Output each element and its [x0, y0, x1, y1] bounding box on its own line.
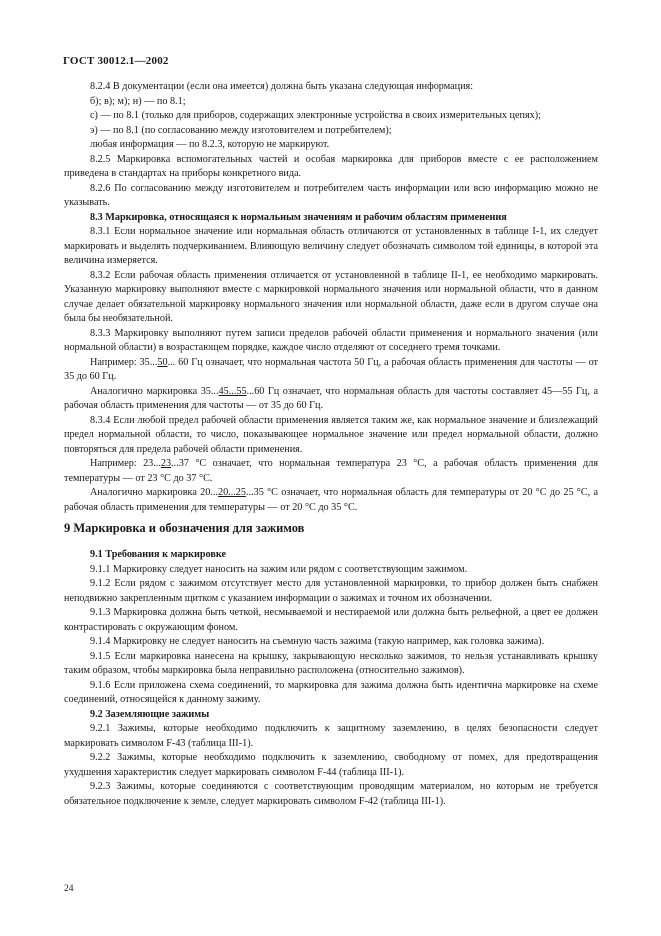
paragraph-9-2-3: 9.2.3 Зажимы, которые соединяются с соответствующим проводящим материалом, но которым не требуется обязательное подключение к земле, следует маркировать символом F-42 (таблица III-1).	[64, 781, 598, 807]
paragraph-8-3-3: 8.3.3 Маркировку выполняют путем записи пределов рабочей области применения и нормального значения (или нормальной области) в возрастающем порядке, каждое число отделяют от соседнего тремя точками.	[64, 327, 598, 353]
example-frequency-1: Например: 35...50... 60 Гц означает, что нормальная частота 50 Гц, а рабочая область применения для частоты — от 35 до 60 Гц.	[64, 356, 598, 382]
paragraph-9-1-2: 9.1.2 Если рядом с зажимом отсутствует место для установленной маркировки, то прибор должен быть снабжен неподвижно закрепленным щитком с указанием информации о зажимах и точном их обозначении.	[64, 578, 598, 604]
subsection-heading-9-1: 9.1 Требования к маркировке	[90, 549, 226, 560]
example-frequency-2: Аналогично маркировка 35...45...55...60 Гц означает, что нормальная область для частоты составляет 45—55 Гц, а рабочая область применения для частоты — от 35 до 60 Гц.	[64, 385, 598, 411]
paragraph-9-1-4: 9.1.4 Маркировку не следует наносить на съемную часть зажима (такую например, как головка зажима).	[90, 636, 545, 647]
document-header: ГОСТ 30012.1—2002	[63, 55, 169, 67]
example-temperature-2: Аналогично маркировка 20...20...25...35 °С означает, что нормальная область для температуры от 20 °С до 25 °С, а рабочая область применения для температуры — от 20 °С до 35 °С.	[64, 487, 599, 513]
upper-text-block	[64, 80, 598, 515]
list-item-e: э) — по 8.1 (по согласованию между изготовителем и потребителем);	[90, 124, 392, 136]
section-heading-9: 9 Маркировка и обозначения для зажимов	[64, 521, 305, 535]
list-item-s: с) — по 8.1 (только для приборов, содержащих электронные устройства в своих измерительных цепях);	[90, 110, 541, 121]
list-item-any: любая информация — по 8.2.3, которую не маркируют.	[90, 139, 330, 150]
paragraph-8-2-6: 8.2.6 По согласованию между изготовителем и потребителем часть информации или всю информацию можно не указывать.	[64, 182, 598, 208]
paragraph-9-1-5: 9.1.5 Если маркировка нанесена на крышку, закрывающую несколько зажимов, то нельзя устанавливать крышку таким образом, чтобы маркировка была неправильно расположена (относительно зажимов).	[64, 650, 598, 676]
subsection-heading-8-3: 8.3 Маркировка, относящаяся к нормальным значениям и рабочим областям применения	[90, 211, 507, 223]
paragraph-8-2-5: 8.2.5 Маркировка вспомогательных частей и особая маркировка для приборов вместе с ее расположением приведена в стандартах на приборы конкретного вида.	[64, 153, 598, 179]
paragraph-8-2-4: 8.2.4 В документации (если она имеется) должна быть указана следующая информация:	[90, 81, 474, 92]
paragraph-9-1-1: 9.1.1 Маркировку следует наносить на зажим или рядом с соответствующим зажимом.	[90, 563, 468, 575]
list-item-b-v-m-n: б); в); м); н) — по 8.1;	[90, 95, 186, 107]
paragraph-9-2-2: 9.2.2 Зажимы, которые необходимо подключить к заземлению, свободному от помех, для предотвращения ухудшения характеристик следует маркировать символом F-44 (таблица III-1).	[64, 752, 598, 778]
lower-text-block	[64, 548, 598, 809]
page-number: 24	[64, 884, 74, 894]
paragraph-8-3-2: 8.3.2 Если рабочая область применения отличается от установленной в таблице II-1, ее необходимо маркировать. Указанную маркировку выполняют вместе с маркировкой нормального значения или нормальной области, что в данном случае делает обязательной маркировку нормального значения или нормальной области, даже если в другом случае она была бы необязательной.	[64, 269, 598, 324]
subsection-heading-9-2: 9.2 Заземляющие зажимы	[90, 708, 210, 720]
example-temperature-1: Например: 23...23...37 °С означает, что нормальная температура 23 °С, а рабочая область применения для температуры — от 23 °С до 37 °С.	[64, 458, 599, 484]
paragraph-8-3-1: 8.3.1 Если нормальное значение или нормальная область отличаются от установленных в таблице I-1, их следует маркировать и выделять подчеркиванием. Влияющую величину следует обозначать символом той единицы, в которой эта величина измеряется.	[64, 226, 598, 266]
paragraph-8-3-4: 8.3.4 Если любой предел рабочей области применения является таким же, как нормальное значение и близлежащий предел нормальной области, то число, показывающее нормальное значение или предел нормальной области, должно повторяться для предела рабочей области применения.	[64, 414, 598, 455]
paragraph-9-1-6: 9.1.6 Если приложена схема соединений, то маркировка для зажима должна быть идентична маркировке на схеме соединений, относящейся к данному зажиму.	[64, 679, 598, 705]
paragraph-9-1-3: 9.1.3 Маркировка должна быть четкой, несмываемой и нестираемой или должна быть рельефной, а цвет ее должен контрастировать с окружающим фоном.	[64, 607, 598, 633]
paragraph-9-2-1: 9.2.1 Зажимы, которые необходимо подключить к защитному заземлению, в целях безопасности следует маркировать символом F-43 (таблица III-1).	[64, 723, 598, 749]
